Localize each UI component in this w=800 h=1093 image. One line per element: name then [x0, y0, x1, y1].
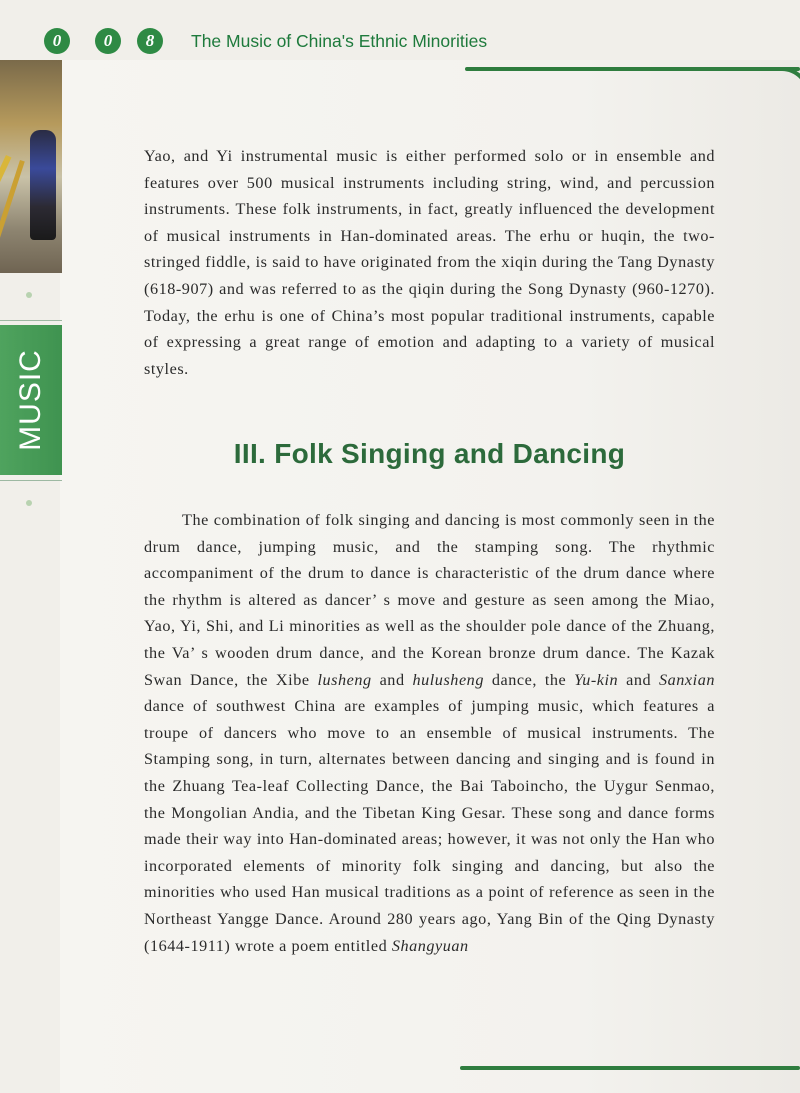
italic-term: Yu-kin	[574, 670, 619, 689]
margin-dot	[26, 500, 32, 506]
body-paragraph	[144, 507, 715, 959]
section-heading: III. Folk Singing and Dancing	[233, 438, 626, 469]
text-run: dance of southwest China are examples of jumping music, which features a troupe of dancers who move to an ensemble of musical instruments. The Stamping song, in turn, alternates between dancing and singing and is found in the Zhuang Tea-leaf Collecting Dance, the Bai Taboincho, the Uygur Senmao, the Mongolian Andia, and the Tibetan King Gesar. These song and dance forms made their way into Han-dominated areas; however, it was not only the Han who incorporated elements of minority folk singing and dancing, but also the minorities who used Han musical traditions as a point of reference as seen in the Northeast Yangge Dance. Around 280 years ago, Yang Bin of the Qing Dynasty (1644-1911) wrote a poem entitled	[144, 697, 715, 955]
margin-dot	[26, 292, 32, 298]
margin-divider	[0, 480, 62, 481]
footer-rule	[460, 1066, 800, 1070]
margin-photo	[0, 60, 62, 273]
body-paragraph: Yao, and Yi instrumental music is either performed solo or in ensemble and features over 500 musical instruments including string, wind, and percussion instruments. These folk instruments, in fact, greatly influenced the development of musical instruments in Han-dominated areas. The erhu or huqin, the two-stringed fiddle, is said to have originated from the xiqin during the Tang Dynasty (618-907) and was referred to as the qiqin during the Song Dynasty (960-1270). Today, the erhu is one of China’s most popular traditional instruments, capable of expressing a great range of emotion and adapting to a variety of musical styles.	[144, 147, 715, 378]
italic-term: Shangyuan	[391, 936, 469, 955]
header-rule-curve	[770, 67, 800, 107]
margin-divider	[0, 320, 62, 321]
section-tab-label: MUSIC	[14, 349, 47, 451]
text-run: and	[371, 670, 413, 689]
photo-pole	[0, 160, 25, 257]
page-header	[0, 0, 800, 70]
book-title: The Music of China's Ethnic Minorities	[191, 31, 488, 51]
page-number-digit: 0	[44, 28, 70, 54]
page-number-digit: 8	[137, 28, 163, 54]
header-rule	[465, 67, 800, 71]
text-run: The combination of folk singing and dancing is most commonly seen in the drum dance, jumping music, and the stamping song. The rhythmic accompaniment of the drum to dance is characteristic of the drum dance where the rhythm is altered as dancer’ s move and gesture as seen among the Miao, Yao, Yi, Shi, and Li minorities as well as the shoulder pole dance of the Zhuang, the Va’ s wooden drum dance, and the Korean bronze drum dance. The Kazak Swan Dance, the Xibe	[144, 511, 715, 689]
text-run: dance, the	[483, 670, 575, 689]
photo-figure	[30, 130, 56, 240]
italic-term: hulusheng	[412, 670, 484, 689]
page-number-digit: 0	[95, 28, 121, 54]
italic-term: Sanxian	[658, 670, 715, 689]
italic-term: lusheng	[317, 670, 372, 689]
text-run: and	[618, 670, 659, 689]
